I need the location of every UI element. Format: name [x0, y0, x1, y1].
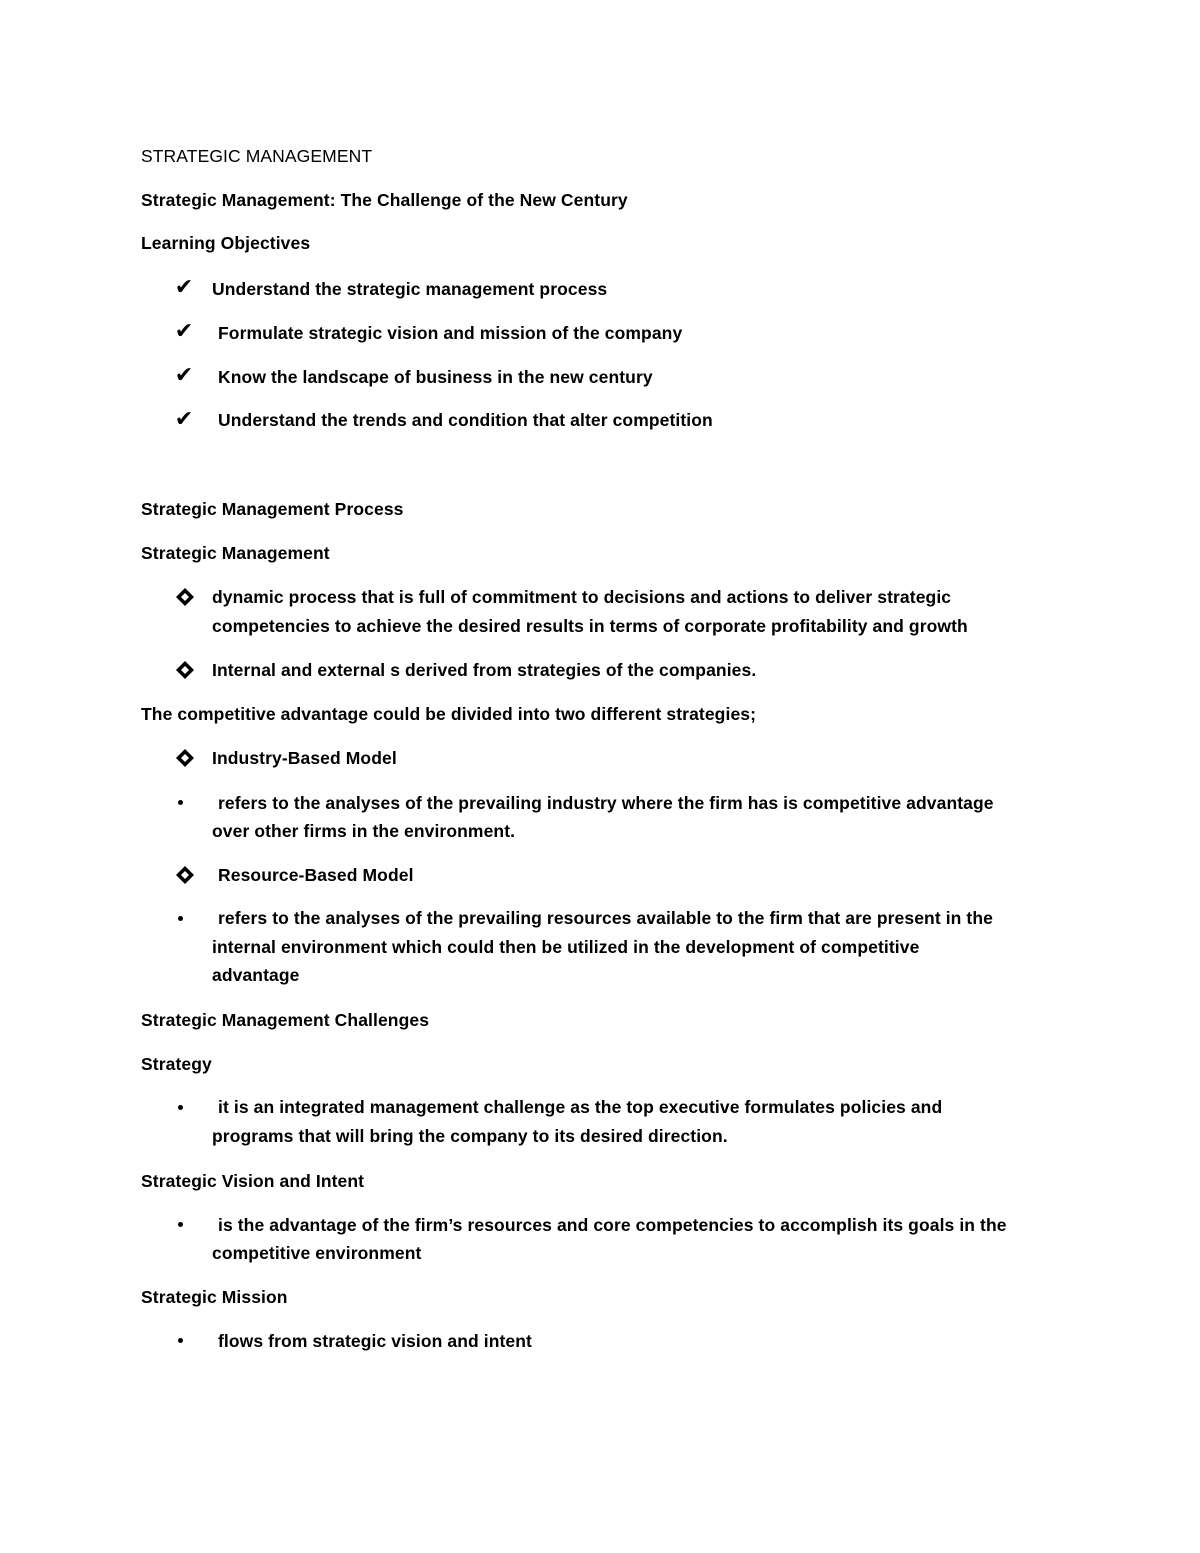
- vision-desc-line: is the advantage of the firm’s resources and core competencies to accomplish its goals in the: [218, 1215, 1007, 1235]
- resource-desc-line: advantage: [212, 965, 300, 985]
- diamond-bullet-icon: [175, 865, 195, 885]
- competitive-intro: The competitive advantage could be divided into two different strategies;: [141, 704, 757, 724]
- objective-item: Know the landscape of business in the new century: [218, 367, 653, 387]
- bullet-dot-icon: [170, 792, 190, 812]
- strategy-desc-line: it is an integrated management challenge as the top executive formulates policies and: [218, 1097, 943, 1117]
- checkmark-icon: ✔: [174, 363, 194, 388]
- resource-model-label: Resource-Based Model: [218, 865, 414, 885]
- bullet-dot-icon: [170, 1214, 190, 1234]
- checkmark-icon: ✔: [174, 275, 194, 300]
- sm-point-line: Internal and external s derived from strategies of the companies.: [212, 660, 757, 680]
- mission-heading: Strategic Mission: [141, 1287, 288, 1307]
- objectives-heading: Learning Objectives: [141, 233, 311, 253]
- sm-heading: Strategic Management: [141, 543, 330, 563]
- mission-desc-line: flows from strategic vision and intent: [218, 1331, 532, 1351]
- industry-model-label: Industry-Based Model: [212, 748, 397, 768]
- sm-point-line: competencies to achieve the desired results in terms of corporate profitability and growth: [212, 616, 968, 636]
- resource-desc-line: internal environment which could then be utilized in the development of competitive: [212, 937, 920, 957]
- industry-desc-line: over other firms in the environment.: [212, 821, 516, 841]
- diamond-bullet-icon: [175, 748, 195, 768]
- resource-desc-line: refers to the analyses of the prevailing resources available to the firm that are present in the: [218, 908, 993, 928]
- sm-point-line: dynamic process that is full of commitment to decisions and actions to deliver strategic: [212, 587, 952, 607]
- diamond-bullet-icon: [175, 587, 195, 607]
- bullet-dot-icon: [170, 1330, 190, 1350]
- checkmark-icon: ✔: [174, 407, 194, 432]
- objective-item: Understand the trends and condition that alter competition: [218, 410, 713, 430]
- vision-heading: Strategic Vision and Intent: [141, 1171, 365, 1191]
- process-heading: Strategic Management Process: [141, 499, 404, 519]
- bullet-dot-icon: [170, 908, 190, 928]
- checkmark-icon: ✔: [174, 319, 194, 344]
- strategy-desc-line: programs that will bring the company to its desired direction.: [212, 1126, 728, 1146]
- challenges-heading: Strategic Management Challenges: [141, 1010, 430, 1030]
- document-subtitle: Strategic Management: The Challenge of the New Century: [141, 190, 628, 210]
- objective-item: Understand the strategic management process: [212, 279, 608, 299]
- strategy-heading: Strategy: [141, 1054, 212, 1074]
- bullet-dot-icon: [170, 1097, 190, 1117]
- vision-desc-line: competitive environment: [212, 1243, 422, 1263]
- diamond-bullet-icon: [175, 660, 195, 680]
- industry-desc-line: refers to the analyses of the prevailing industry where the firm has is competitive advantage: [218, 793, 994, 813]
- objective-item: Formulate strategic vision and mission of the company: [218, 323, 683, 343]
- document-title: STRATEGIC MANAGEMENT: [141, 146, 373, 166]
